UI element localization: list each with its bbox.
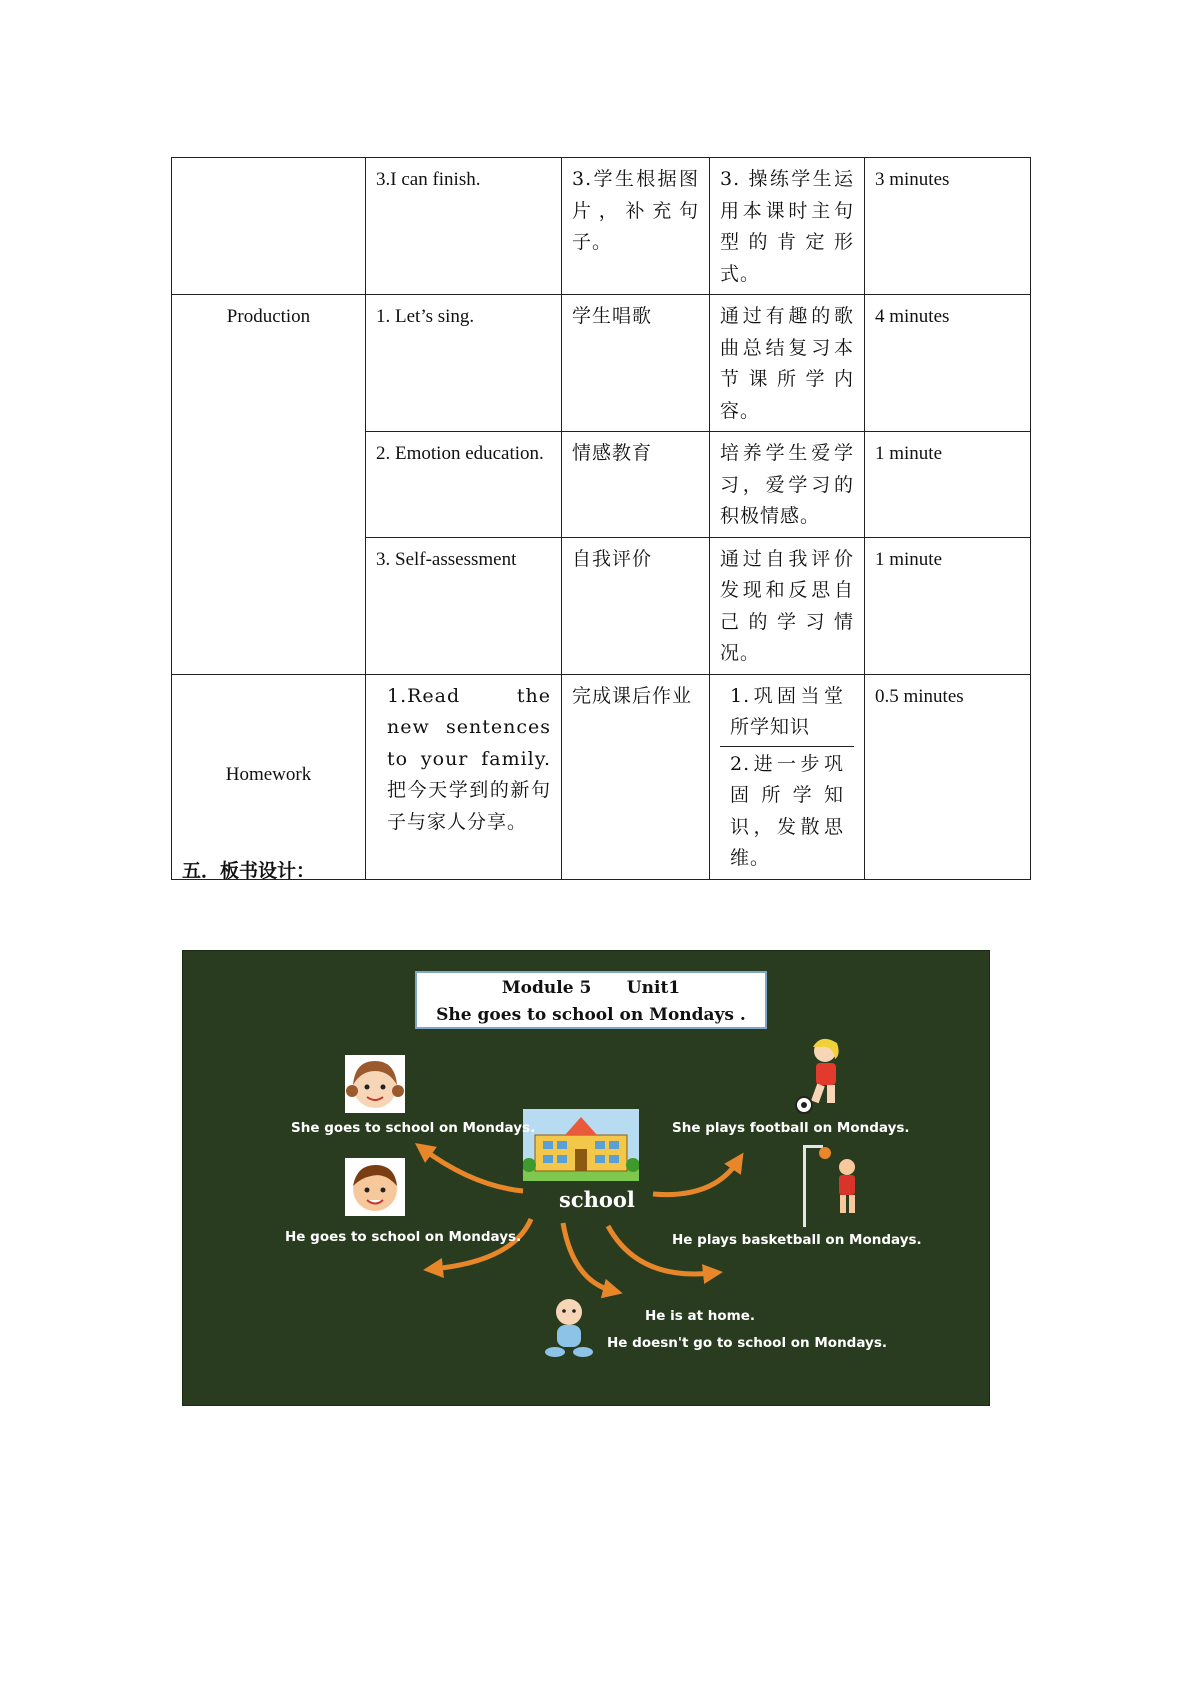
table-row xyxy=(172,158,1031,295)
time-cell: 1 minute xyxy=(865,432,1031,538)
student-cell: 完成课后作业 xyxy=(562,674,710,879)
purpose-2: 2.进一步巩固所学知识，发散思维。 xyxy=(730,752,844,869)
stage-production: Production xyxy=(172,295,366,675)
board-sentence-3: She plays football on Mondays. xyxy=(672,1120,910,1136)
purpose-cell: 3. 操练学生运用本课时主句型的肯定形式。 xyxy=(710,158,865,295)
stage-homework: Homework xyxy=(172,674,366,879)
stage-cell-empty xyxy=(172,158,366,295)
arrow-icon xyxy=(423,1149,523,1191)
activity-cell: 2. Emotion education. xyxy=(366,432,562,538)
time-cell: 1 minute xyxy=(865,537,1031,674)
purpose-cell: 培养学生爱学习，爱学习的积极情感。 xyxy=(710,432,865,538)
purpose-cell: 通过有趣的歌曲总结复习本节课所学内容。 xyxy=(710,295,865,432)
board-sentence-2: He goes to school on Mondays. xyxy=(285,1229,522,1245)
basketball-boy-icon xyxy=(795,1141,871,1231)
time-cell: 0.5 minutes xyxy=(865,674,1031,879)
section-title: 五．板书设计： xyxy=(182,860,316,882)
board-center-label: school xyxy=(559,1187,635,1212)
table-row xyxy=(172,295,1031,432)
student-cell: 学生唱歌 xyxy=(562,295,710,432)
board-sentence-5: He is at home. xyxy=(645,1308,756,1324)
arrow-icon xyxy=(653,1161,738,1195)
time-cell: 3 minutes xyxy=(865,158,1031,295)
activity-cell: 3.I can finish. xyxy=(366,158,562,295)
board-sentence-4: He plays basketball on Mondays. xyxy=(672,1232,922,1248)
boy-face-icon xyxy=(345,1158,405,1216)
board-title-line1: Module 5 Unit1 xyxy=(501,978,681,998)
table-row xyxy=(172,674,1031,879)
girl-face-icon xyxy=(345,1055,405,1113)
activity-cell: 1.Read the new sentences to your family. 把今天学到的新句子与家人分享。 xyxy=(366,674,562,879)
purpose-cell: 通过自我评价发现和反思自己的学习情况。 xyxy=(710,537,865,674)
purpose-1: 1.巩固当堂所学知识 xyxy=(720,681,854,747)
board-sentence-1: She goes to school on Mondays. xyxy=(291,1120,536,1136)
purpose-cell-split xyxy=(710,674,865,879)
school-building-icon xyxy=(523,1109,639,1181)
time-cell: 4 minutes xyxy=(865,295,1031,432)
football-girl-icon xyxy=(791,1033,861,1119)
arrow-icon xyxy=(563,1223,613,1291)
student-cell: 情感教育 xyxy=(562,432,710,538)
activity-cell: 3. Self-assessment xyxy=(366,537,562,674)
student-cell: 自我评价 xyxy=(562,537,710,674)
board-sentence-6: He doesn't go to school on Mondays. xyxy=(607,1335,887,1351)
student-cell: 3.学生根据图片，补充句子。 xyxy=(562,158,710,295)
baby-icon xyxy=(541,1296,597,1360)
activity-cell: 1. Let’s sing. xyxy=(366,295,562,432)
lesson-plan-table xyxy=(171,157,1031,880)
blackboard-design xyxy=(182,950,990,1406)
board-title-line2: She goes to school on Mondays . xyxy=(436,1005,746,1025)
